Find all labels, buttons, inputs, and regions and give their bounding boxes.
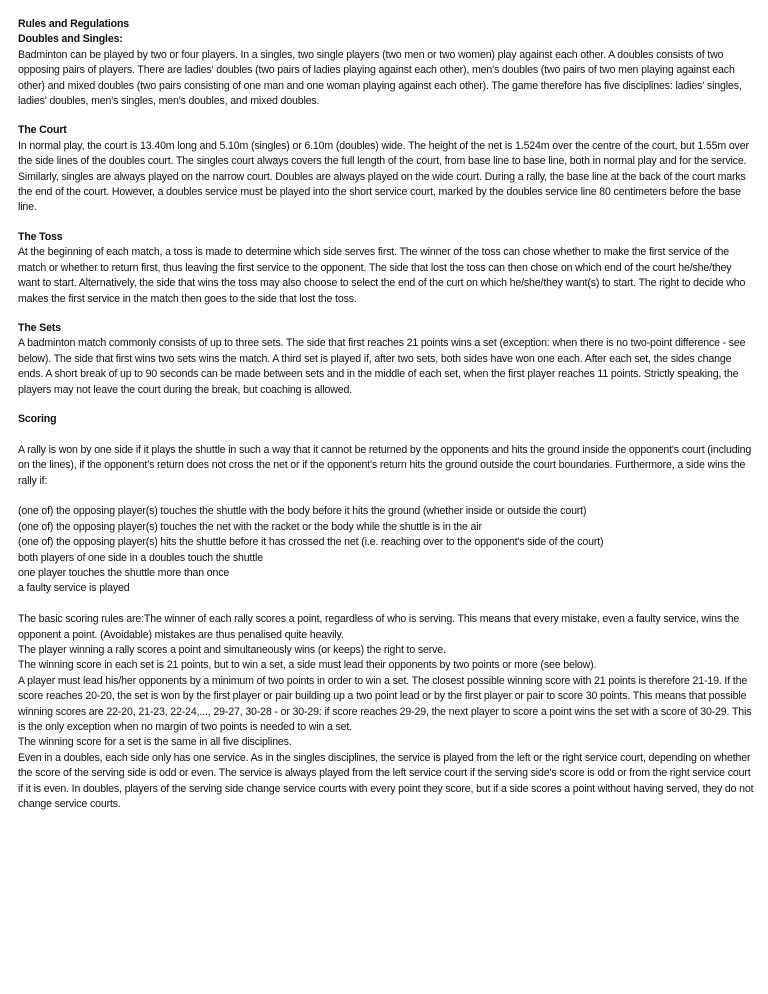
document-page xyxy=(18,17,754,812)
section-body-court: In normal play, the court is 13.40m long and 5.10m (singles) or 6.10m (doubles) wide. The height of the net is 1.524m over the centre of the court, but 1.55m over the side lines of the doubles court. The singles court always covers the full length of the court, from base line to base line, both in normal play and for the service. Similarly, singles are always played on the narrow court. Doubles are always played on the wide court. During a rally, the base line at the back of the court marks the end of the court. However, a doubles service must be played into the short service court, marked by the doubles service line 80 centimeters before the base line. xyxy=(18,139,749,214)
spacer xyxy=(18,427,754,442)
scoring-rule: A player must lead his/her opponents by a minimum of two points in order to win a set. The closest possible winning score with 21 points is therefore 21-19. If the score reaches 20-20, the set is won by the first player or pair building up a two point lead or by the first player or pair to score 30 points. This means that possible winning scores are 22-20, 21-23, 22-24,..., 29-27, 30-28 - or 30-29: if score reaches 29-29, the next player to score a point wins the set with a score of 30-29. This is the only exception when no margin of two points is needed to win a set. xyxy=(18,674,752,734)
spacer xyxy=(18,489,754,504)
scoring-rule: The winning score for a set is the same in all five disciplines. xyxy=(18,736,292,749)
section-heading-doubles: Doubles and Singles: xyxy=(18,33,123,46)
scoring-rule: The basic scoring rules are:The winner of each rally scores a point, regardless of who is serving. This means that every mistake, even a faulty service, wins the opponent a point. (Avoidable) mistakes are thus penalised quite heavily. xyxy=(18,613,740,641)
spacer xyxy=(18,109,754,123)
spacer xyxy=(18,597,754,612)
scoring-condition: (one of) the opposing player(s) touches the shuttle with the body before it hits the ground (whether inside or outside the court) xyxy=(18,505,587,518)
spacer xyxy=(18,216,754,230)
section-heading-court: The Court xyxy=(18,124,67,137)
scoring-condition: (one of) the opposing player(s) hits the shuttle before it has crossed the net (i.e. reaching over to the opponent's side of the court) xyxy=(18,536,604,549)
scoring-condition: a faulty service is played xyxy=(18,582,130,595)
spacer xyxy=(18,398,754,412)
section-body-sets: A badminton match commonly consists of up to three sets. The side that first reaches 21 points wins a set (exception: when there is no two-point difference - see below). The side that first wins two sets wins the match. A third set is played if, after two sets, both sides have won one each. After each set, the sides change ends. A short break of up to 90 seconds can be made between sets and in the middle of each set, when the first player reaches 11 points. Strictly speaking, the players may not leave the court during the break, but coaching is allowed. xyxy=(18,337,746,396)
scoring-rule: Even in a doubles, each side only has one service. As in the singles disciplines, the service is played from the left or the right service court, depending on whether the score of the serving side is odd or even. The service is always played from the left service court if the serving side's score is odd or from the right service court if it is even. In doubles, players of the serving side change service courts with every point they score, but if a side scores a point without having served, they do not change service courts. xyxy=(18,751,754,811)
scoring-rule: The winning score in each set is 21 points, but to win a set, a side must lead their opponents by two points or more (see below). xyxy=(18,659,597,672)
section-body-toss: At the beginning of each match, a toss is made to determine which side serves first. The winner of the toss can chose whether to make the first service of the match or whether to return first, thus leaving the first service to the opponent. The side that lost the toss can then chose on which end of the court he/she/they want to start. Alternatively, the side that wins the toss may also choose to select the end of the curt on which he/she/they want(s) to start. The right to decide who makes the first service in the match then goes to the side that lost the toss. xyxy=(18,246,746,305)
scoring-condition: both players of one side in a doubles touch the shuttle xyxy=(18,551,263,564)
spacer xyxy=(18,307,754,321)
scoring-condition: one player touches the shuttle more than once xyxy=(18,566,230,579)
section-heading-scoring: Scoring xyxy=(18,412,57,425)
scoring-condition: (one of) the opposing player(s) touches the net with the racket or the body while the shuttle is in the air xyxy=(18,520,482,533)
scoring-intro: A rally is won by one side if it plays the shuttle in such a way that it cannot be returned by the opponents and hits the ground inside the opponent's court (including on the lines), if the opponent's return does not cross the net or if the opponent's return hits the ground outside the court boundaries. Furthermore, a side wins the rally if: xyxy=(18,443,752,487)
section-body-doubles: Badminton can be played by two or four players. In a singles, two single players (two men or two women) play against each other. A doubles consists of two opposing pairs of players. There are ladies' doubles (two pairs of ladies playing against each other), men's doubles (two pairs of two men playing against each other) and mixed doubles (two pairs consisting of one man and one woman playing against each other). The game therefore has five disciplines: ladies' singles, ladies' doubles, men's singles, men's doubles, and mixed doubles. xyxy=(18,48,742,108)
section-heading-sets: The Sets xyxy=(18,321,61,334)
document-title: Rules and Regulations xyxy=(18,18,130,30)
section-heading-toss: The Toss xyxy=(18,230,63,243)
scoring-rule: The player winning a rally scores a point and simultaneously wins (or keeps) the right to serve. xyxy=(18,643,446,656)
